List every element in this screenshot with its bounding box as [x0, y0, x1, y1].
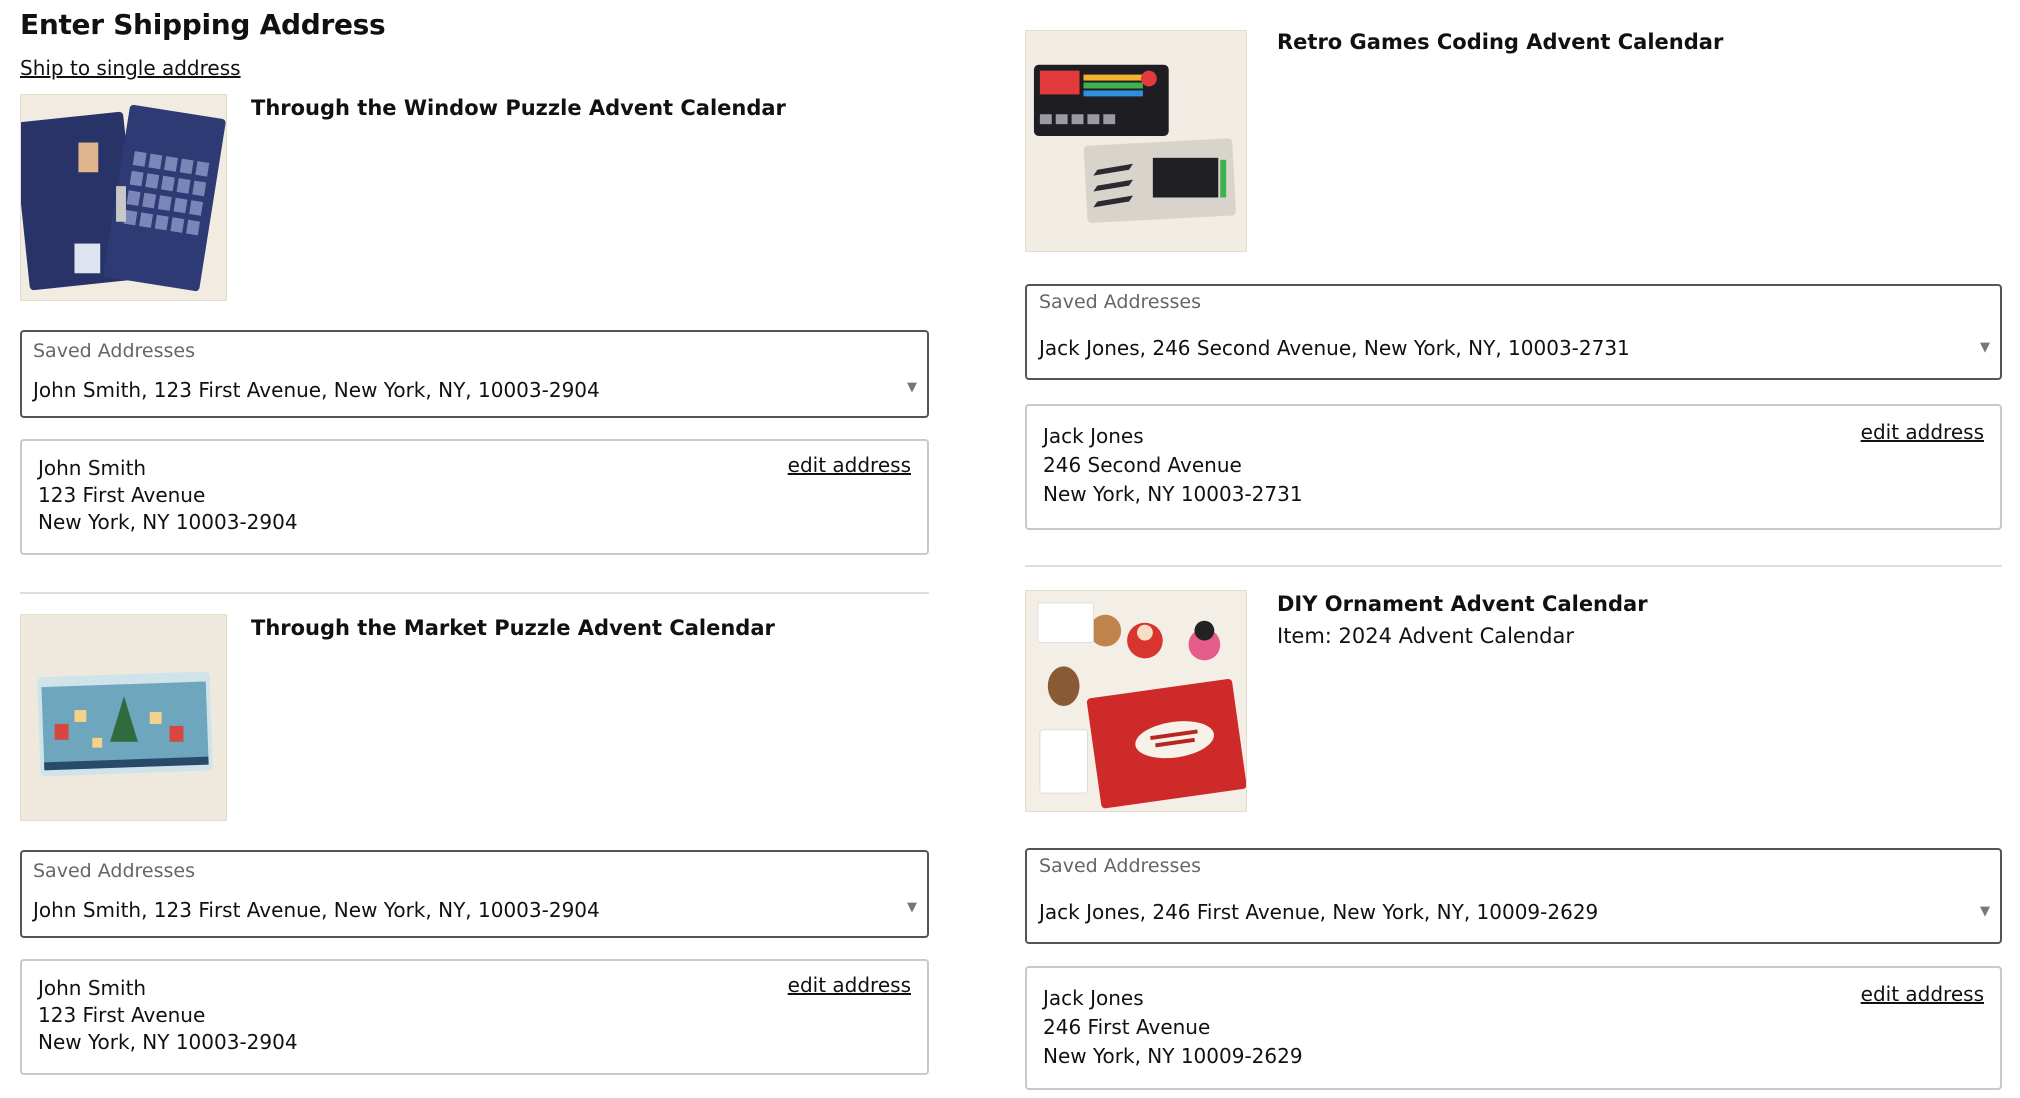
shipment-item [20, 94, 929, 558]
address-city: New York, NY 10009-2629 [1043, 1044, 1303, 1068]
chevron-down-icon: ▼ [1980, 340, 1990, 355]
saved-addresses-select[interactable] [1025, 848, 2002, 944]
retro-coding-kit-icon [1025, 30, 1247, 252]
edit-address-link[interactable]: edit address [787, 453, 911, 477]
address-lines [1043, 422, 1303, 509]
ship-to-single-address-link[interactable]: Ship to single address [20, 56, 241, 80]
address-card [20, 959, 929, 1075]
address-name: Jack Jones [1043, 424, 1144, 448]
product-name: Through the Market Puzzle Advent Calendar [251, 616, 775, 640]
select-value: John Smith, 123 First Avenue, New York, NY, 10003-2904 [33, 378, 600, 402]
edit-address-link[interactable]: edit address [1860, 420, 1984, 444]
chevron-down-icon: ▼ [1980, 904, 1990, 919]
edit-address-link[interactable]: edit address [787, 973, 911, 997]
saved-addresses-select[interactable] [1025, 284, 2002, 380]
product-name: DIY Ornament Advent Calendar [1277, 592, 1648, 616]
address-city: New York, NY 10003-2904 [38, 1030, 298, 1054]
address-name: Jack Jones [1043, 986, 1144, 1010]
address-lines [38, 455, 298, 536]
product-name: Through the Window Puzzle Advent Calendar [251, 96, 786, 120]
product-item-code: Item: 2024 Advent Calendar [1277, 624, 1574, 648]
address-street: 246 First Avenue [1043, 1015, 1211, 1039]
address-street: 123 First Avenue [38, 1003, 206, 1027]
puzzle-box-navy-icon [20, 94, 227, 301]
select-label: Saved Addresses [1039, 291, 1201, 313]
select-value: Jack Jones, 246 Second Avenue, New York, NY, 10003-2731 [1039, 336, 1630, 360]
saved-addresses-select[interactable] [20, 330, 929, 418]
chevron-down-icon: ▼ [907, 380, 917, 395]
select-value: John Smith, 123 First Avenue, New York, NY, 10003-2904 [33, 898, 600, 922]
address-city: New York, NY 10003-2904 [38, 510, 298, 534]
saved-addresses-select[interactable] [20, 850, 929, 938]
address-card [1025, 404, 2002, 530]
shipment-item [20, 614, 929, 1078]
select-label: Saved Addresses [33, 340, 195, 362]
select-label: Saved Addresses [1039, 855, 1201, 877]
address-card [1025, 966, 2002, 1090]
chevron-down-icon: ▼ [907, 900, 917, 915]
ornament-kit-red-icon [1025, 590, 1247, 812]
section-divider [1025, 565, 2002, 567]
product-name: Retro Games Coding Advent Calendar [1277, 30, 1724, 54]
puzzle-box-market-icon [20, 614, 227, 821]
shipment-item [1025, 590, 2002, 1090]
address-street: 246 Second Avenue [1043, 453, 1242, 477]
edit-address-link[interactable]: edit address [1860, 982, 1984, 1006]
select-value: Jack Jones, 246 First Avenue, New York, NY, 10009-2629 [1039, 900, 1599, 924]
section-divider [20, 592, 929, 594]
address-lines [1043, 984, 1303, 1071]
address-city: New York, NY 10003-2731 [1043, 482, 1303, 506]
select-label: Saved Addresses [33, 860, 195, 882]
address-lines [38, 975, 298, 1056]
address-street: 123 First Avenue [38, 483, 206, 507]
address-card [20, 439, 929, 555]
address-name: John Smith [38, 976, 147, 1000]
shipment-item [1025, 30, 2002, 530]
page-title: Enter Shipping Address [20, 8, 386, 41]
address-name: John Smith [38, 456, 147, 480]
